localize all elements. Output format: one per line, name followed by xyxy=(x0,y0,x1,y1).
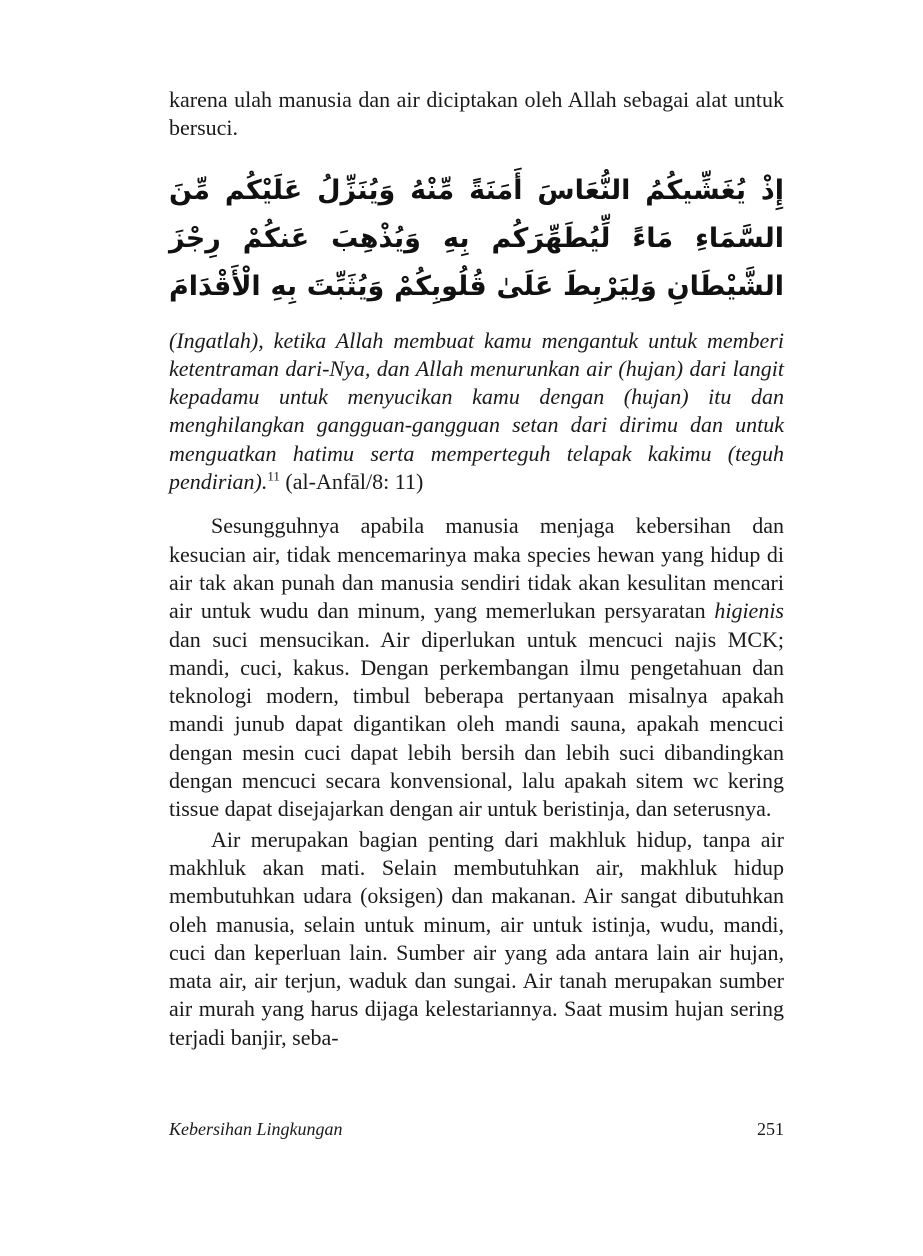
arabic-verse: إِذْ يُغَشِّيكُمُ النُّعَاسَ أَمَنَةً مِّنْهُ وَيُنَزِّلُ عَلَيْكُم مِّنَ السَّمَاءِ مَاءً لِّيُطَهِّرَكُم بِهِ وَيُذْهِبَ عَنكُمْ رِجْزَ الشَّيْطَانِ وَلِيَرْبِطَ عَلَىٰ قُلُوبِكُمْ وَيُثَبِّتَ بِهِ الْأَقْدَامَ xyxy=(169,174,784,302)
top-paragraph: karena ulah manusia dan air diciptakan oleh Allah sebagai alat untuk bersuci. xyxy=(169,87,784,141)
paragraph-1-part1: Sesungguhnya apabila manusia menjaga kebersihan dan kesucian air, tidak mencemarinya maka species hewan yang hidup di air tak akan punah dan manusia sendiri tidak akan kesulitan mencari air untuk wudu dan minum, yang memerlukan persyaratan xyxy=(169,513,784,624)
verse-citation: (al-Anfāl/8: 11) xyxy=(279,469,424,495)
footnote-reference[interactable]: 11 xyxy=(267,468,280,484)
page-number: 251 xyxy=(757,1119,784,1139)
running-footer-title: Kebersihan Lingkungan xyxy=(169,1119,343,1139)
page-footer xyxy=(169,1119,784,1140)
body-paragraph-1 xyxy=(169,512,784,823)
paragraph-1-part2: dan suci mensucikan. Air diperlukan untuk mencuci najis MCK; mandi, cuci, kakus. Dengan perkembangan ilmu pengetahuan dan teknologi modern, timbul beberapa pertanyaan misalnya apakah mandi junub dapat digantikan oleh mandi sauna, apakah mencuci dengan mesin cuci dapat lebih bersih dan lebih suci dibandingkan dengan mencuci secara konvensional, lalu apakah sitem wc kering tissue dapat disejajarkan dengan air untuk beristinja, dan seterusnya. xyxy=(169,626,784,822)
page-body xyxy=(169,86,784,1052)
body-paragraph-2: Air merupakan bagian penting dari makhluk hidup, tanpa air makhluk akan mati. Selain membutuhkan air, makhluk hidup membutuhkan udara (oksigen) dan makanan. Air sangat dibutuhkan oleh manusia, selain untuk minum, air untuk istinja, wudu, mandi, cuci dan keperluan lain. Sumber air yang ada antara lain air hujan, mata air, air terjun, waduk dan sungai. Air tanah merupakan sumber air murah yang harus dijaga kelestariannya. Saat musim hujan sering terjadi banjir, seba- xyxy=(169,826,784,1050)
paragraph-1-italic-term: higienis xyxy=(714,598,784,624)
verse-translation xyxy=(169,327,784,497)
translation-text: (Ingatlah), ketika Allah membuat kamu mengantuk untuk memberi ketentraman dari-Nya, dan Allah menurunkan air (hujan) dari langit kepadamu untuk menyucikan kamu dengan (hujan) itu dan menghilangkan gangguan-gangguan setan dari dirimu dan untuk menguatkan hatimu serta memperteguh telapak kakimu (teguh pendirian). xyxy=(169,327,784,495)
